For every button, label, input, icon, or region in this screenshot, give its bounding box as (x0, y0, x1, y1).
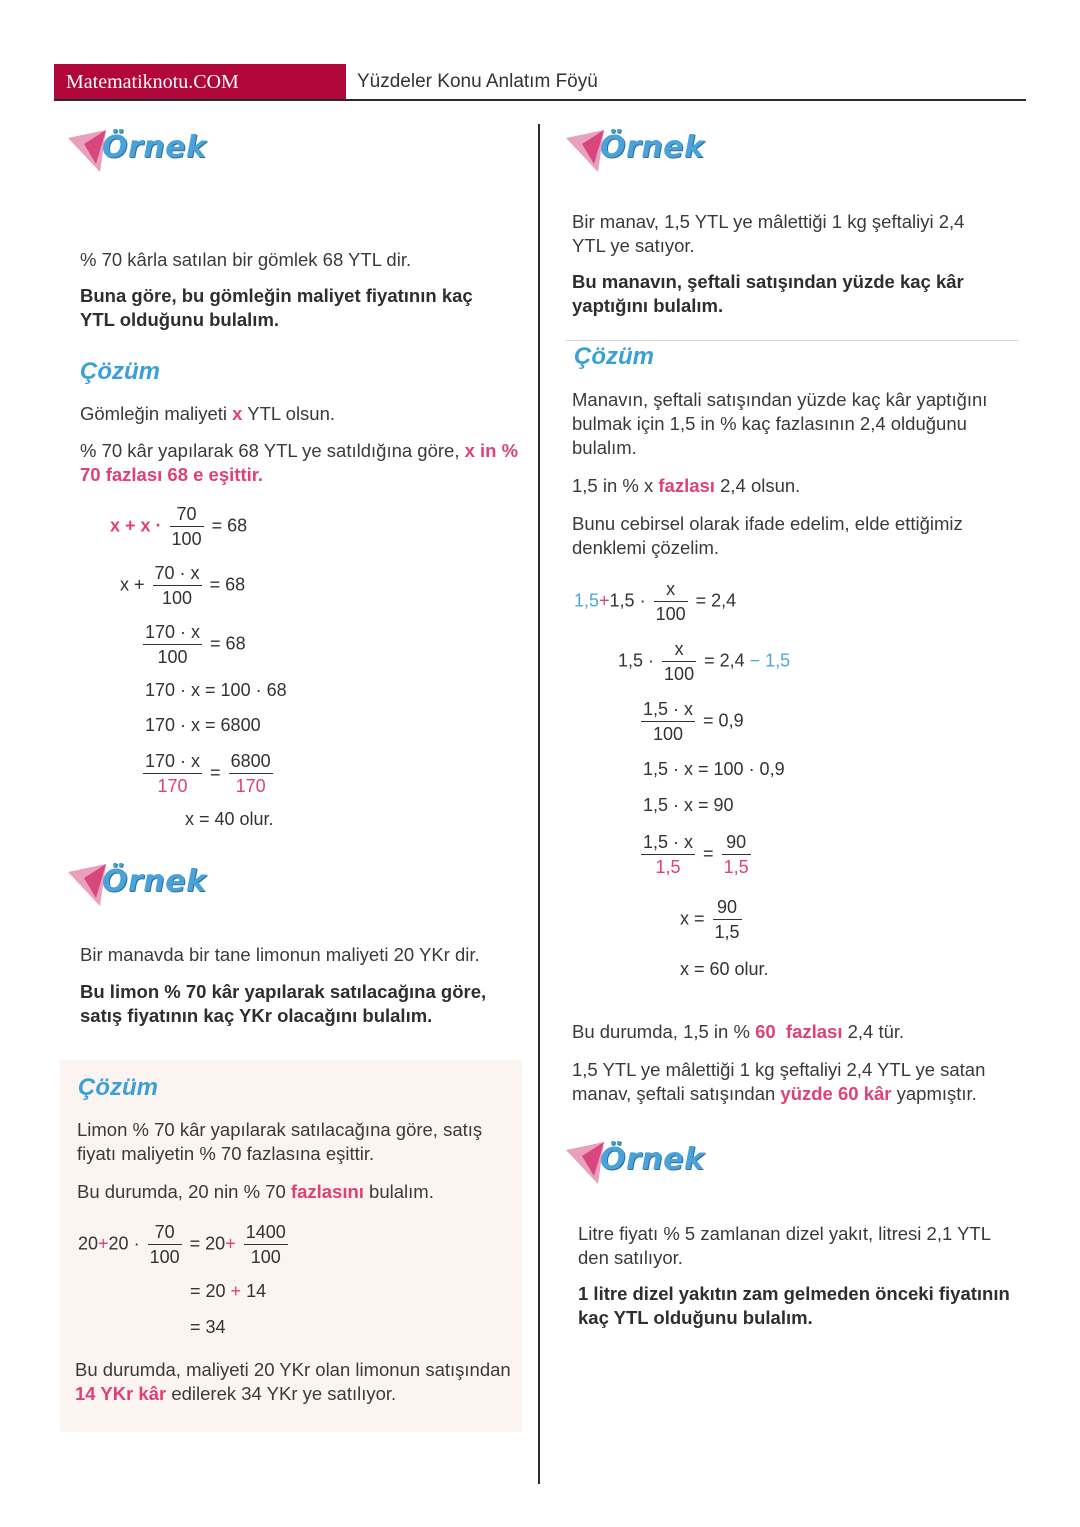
brand-logo: Matematiknotu.COM (54, 64, 346, 100)
ex1-eq6: $\frac{170 \cdot x}{170}$ = $\frac{6800}{170}$ (145, 751, 271, 796)
ex3-step1: Manavın, şeftali satışından yüzde kaç kâr yaptığını bulmak için 1,5 in % kaç fazlasının 2,4 olduğunu bulalım. (572, 389, 988, 458)
ex3-eq1: 1,5+1,5 · $\frac{x}{100}$ = 2,4 (574, 579, 737, 624)
cozum-heading: Çözüm (574, 343, 654, 370)
ex1-eq1: x + x · $\frac{70}{100}$ = 68 (110, 504, 248, 549)
ornek-badge: Örnek (564, 124, 724, 180)
cozum-heading: Çözüm (80, 358, 160, 385)
section-divider (566, 340, 1018, 341)
ex3-eq2: 1,5 · $\frac{x}{100}$ = 2,4 − 1,5 (618, 639, 791, 684)
ex3-step3: Bunu cebirsel olarak ifade edelim, elde ettiğimiz denklemi çözelim. (572, 513, 963, 558)
ex1-eq4: 170 · x = 100 · 68 (145, 680, 287, 700)
ex1-task: Buna göre, bu gömleğin maliyet fiyatının kaç YTL olduğunu bulalım. (80, 285, 473, 330)
ex1-eq3: $\frac{170 \cdot x}{100}$ = 68 (145, 622, 246, 667)
ex2-step1: Limon % 70 kâr yapılarak satılacağına göre, satış fiyatı maliyetin % 70 fazlasına eşittir. (77, 1119, 483, 1164)
ex3-result: x = 60 olur. (680, 959, 769, 979)
ex4-question: Litre fiyatı % 5 zamlanan dizel yakıt, litresi 2,1 YTL den satılıyor. (578, 1223, 991, 1268)
ex1-step2: % 70 kâr yapılarak 68 YTL ye satıldığına göre, x in % 70 fazlası 68 e eşittir. (80, 440, 519, 485)
ex3-step2: 1,5 in % x fazlası 2,4 olsun. (572, 475, 801, 496)
ex2-conclusion: Bu durumda, maliyeti 20 YKr olan limonun satışından 14 YKr kâr edilerek 34 YKr ye satılıyor. (75, 1359, 511, 1404)
ornek-badge: Örnek (66, 124, 226, 180)
ex3-eq7: x = $\frac{90}{1,5}$ (680, 897, 740, 942)
ex3-conclusion1: Bu durumda, 1,5 in % 60 fazlası 2,4 tür. (572, 1021, 905, 1042)
ex3-eq5: 1,5 · x = 90 (643, 795, 734, 815)
ex3-eq4: 1,5 · x = 100 · 0,9 (643, 759, 785, 779)
ex3-eq3: $\frac{1,5 \cdot x}{100}$ = 0,9 (643, 699, 744, 744)
ex2-step2: Bu durumda, 20 nin % 70 fazlasını bulalım. (77, 1181, 434, 1202)
column-divider (538, 124, 540, 1484)
cozum-heading: Çözüm (78, 1074, 158, 1101)
ex1-question: % 70 kârla satılan bir gömlek 68 YTL dir. (80, 249, 412, 270)
ex2-eq1: 20+20 · $\frac{70}{100}$ = 20+ $\frac{1400}{100}$ (78, 1222, 286, 1267)
ex1-eq5: 170 · x = 6800 (145, 715, 261, 735)
ex4-task: 1 litre dizel yakıtın zam gelmeden önceki fiyatının kaç YTL olduğunu bulalım. (578, 1283, 1010, 1328)
ex2-question: Bir manavda bir tane limonun maliyeti 20 YKr dir. (80, 944, 480, 965)
ex2-eq3: = 34 (190, 1317, 226, 1337)
ex2-eq2: = 20 + 14 (190, 1281, 267, 1301)
ex1-eq2: x + $\frac{70 \cdot x}{100}$ = 68 (120, 563, 246, 608)
ex1-result: x = 40 olur. (185, 809, 274, 829)
page-title: Yüzdeler Konu Anlatım Föyü (357, 71, 598, 92)
ex2-task: Bu limon % 70 kâr yapılarak satılacağına göre, satış fiyatının kaç YKr olacağını bulalım. (80, 981, 487, 1026)
ex1-step1: Gömleğin maliyeti x YTL olsun. (80, 403, 336, 424)
ornek-badge: Örnek (66, 858, 226, 914)
ex3-task: Bu manavın, şeftali satışından yüzde kaç kâr yaptığını bulalım. (572, 271, 964, 316)
ornek-badge: Örnek (564, 1136, 724, 1192)
ex3-eq6: $\frac{1,5 \cdot x}{1,5}$ = $\frac{90}{1,5}$ (643, 832, 749, 877)
ex3-question: Bir manav, 1,5 YTL ye mâlettiği 1 kg şeftaliyi 2,4 YTL ye satıyor. (572, 211, 965, 256)
header-divider (54, 99, 1026, 101)
ex3-conclusion2: 1,5 YTL ye mâlettiği 1 kg şeftaliyi 2,4 YTL ye satan manav, şeftali satışından yüzde 60 kâr yapmıştır. (572, 1059, 986, 1104)
